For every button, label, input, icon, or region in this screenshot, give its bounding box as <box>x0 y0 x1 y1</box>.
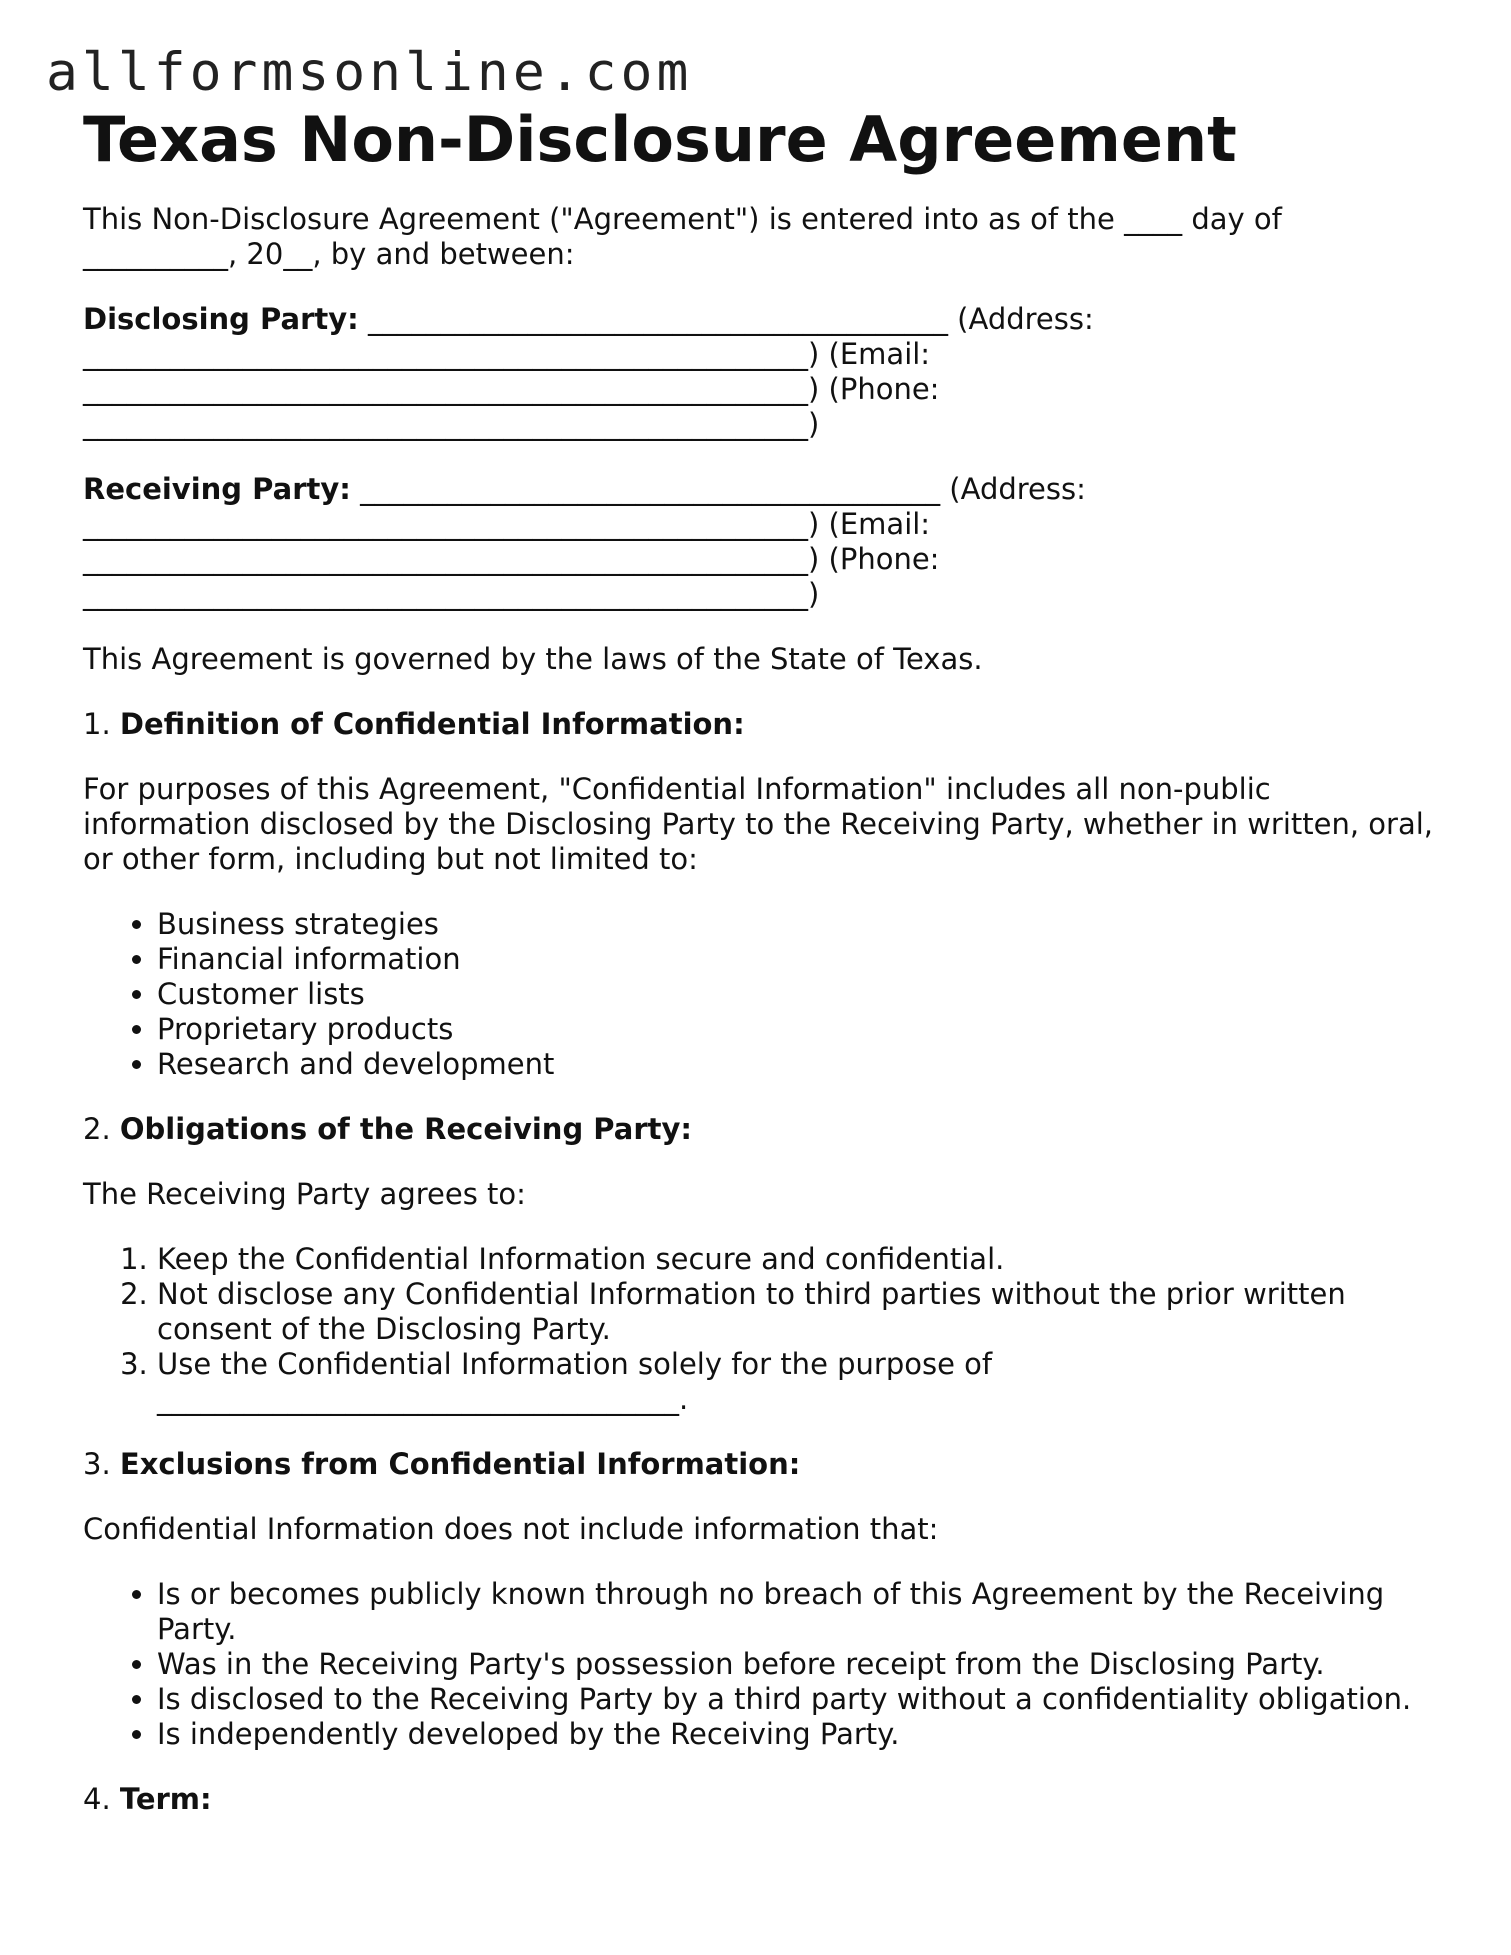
list-item: • Proprietary products <box>157 1012 1443 1047</box>
list-item: • Customer lists <box>157 977 1443 1012</box>
section-2-body: The Receiving Party agrees to: <box>83 1177 526 1211</box>
disclosing-party-label: Disclosing Party: <box>83 302 359 336</box>
section-3-title: Exclusions from Confidential Information: <box>119 1447 801 1481</box>
section-4-number: 4. <box>83 1782 120 1816</box>
document-title: Texas Non-Disclosure Agreement <box>83 103 1237 176</box>
section-4-title: Term: <box>119 1782 212 1816</box>
list-item: • Is or becomes publicly known through no breach of this Agreement by the Receiving Party. <box>157 1577 1443 1647</box>
list-item: • Was in the Receiving Party's possession before receipt from the Disclosing Party. <box>157 1647 1443 1682</box>
disclosing-party-line-2: __________________________________________________) (Email: <box>83 337 931 371</box>
section-1-body: For purposes of this Agreement, "Confidential Information" includes all non-public information disclosed by the Disclosing Party to the Receiving Party, whether in written, oral, or other form, including but not limited to: <box>83 772 1434 876</box>
intro-line-2: __________, 20__, by and between: <box>83 237 575 271</box>
document-body <box>83 100 1443 1817</box>
receiving-party-line-1: ________________________________________ (Address: <box>350 472 1086 506</box>
disclosing-party-line-3: __________________________________________________) (Phone: <box>83 372 940 406</box>
section-1-number: 1. <box>83 707 120 741</box>
section-2-list <box>83 1242 1443 1417</box>
list-item: • Research and development <box>157 1047 1443 1082</box>
disclosing-party-block <box>83 302 1443 442</box>
list-item: 1. Keep the Confidential Information secure and confidential. <box>157 1242 1443 1277</box>
section-2-number: 2. <box>83 1112 120 1146</box>
intro-paragraph <box>83 202 1443 272</box>
section-2-heading <box>83 1112 1443 1147</box>
section-1-title: Definition of Confidential Information: <box>119 707 745 741</box>
list-item: • Business strategies <box>157 907 1443 942</box>
list-item: 3. Use the Confidential Information solely for the purpose of ____________________________________. <box>157 1347 1443 1417</box>
receiving-party-line-4: __________________________________________________) <box>83 577 820 611</box>
list-item: 2. Not disclose any Confidential Information to third parties without the prior written consent of the Disclosing Party. <box>157 1277 1443 1347</box>
list-item: • Is independently developed by the Receiving Party. <box>157 1717 1443 1752</box>
receiving-party-label: Receiving Party: <box>83 472 351 506</box>
section-4-heading <box>83 1782 1443 1817</box>
section-3-body: Confidential Information does not include information that: <box>83 1512 939 1546</box>
receiving-party-block <box>83 472 1443 612</box>
disclosing-party-line-1: ________________________________________ (Address: <box>358 302 1094 336</box>
intro-line-1: This Non-Disclosure Agreement ("Agreement") is entered into as of the ____ day of <box>83 202 1282 236</box>
disclosing-party-line-4: __________________________________________________) <box>83 407 820 441</box>
list-item: • Financial information <box>157 942 1443 977</box>
section-3-number: 3. <box>83 1447 120 1481</box>
list-item: • Is disclosed to the Receiving Party by a third party without a confidentiality obligation. <box>157 1682 1443 1717</box>
section-2-title: Obligations of the Receiving Party: <box>119 1112 693 1146</box>
section-3-heading <box>83 1447 1443 1482</box>
section-1-list <box>83 907 1443 1082</box>
receiving-party-line-2: __________________________________________________) (Email: <box>83 507 931 541</box>
section-3-list <box>83 1577 1443 1752</box>
site-watermark: allformsonline.com <box>46 42 693 103</box>
governing-law: This Agreement is governed by the laws of the State of Texas. <box>83 642 983 676</box>
receiving-party-line-3: __________________________________________________) (Phone: <box>83 542 940 576</box>
section-1-heading <box>83 707 1443 742</box>
